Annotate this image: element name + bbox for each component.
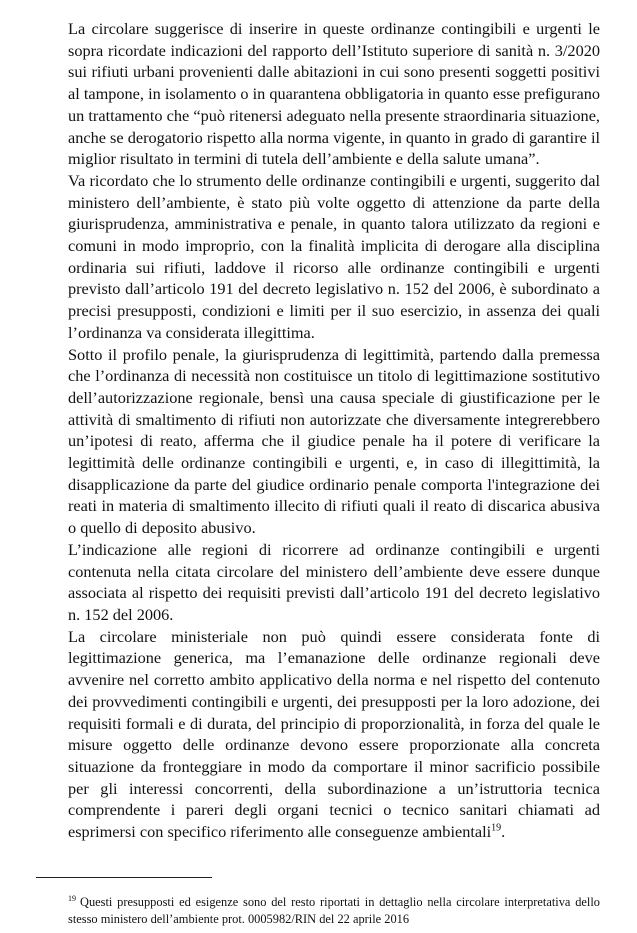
paragraph-profilo-penale: Sotto il profilo penale, la giurisprudenza di legittimità, partendo dalla premessa che l’ordinanza di necessità non costituisce un titolo di legittimazione sostitutivo dell’autorizzazione regionale, bensì una causa speciale di giustificazione per le attività di smaltimento di rifiuti non autorizzate che diversamente integrerebbero un’ipotesi di reato, afferma che il giudice penale ha il potere di verificare la legittimità delle ordinanze contingibili e urgenti, e, in caso di illegittimità, la disapplicazione da parte del giudice ordinario penale comporta l'integrazione dei reati in materia di smaltimento illecito di rifiuti quali il reato di discarica abusiva o quello di deposito abusivo.: [68, 344, 600, 538]
paragraph-circolare: La circolare suggerisce di inserire in queste ordinanze contingibili e urgenti le sopra ricordate indicazioni del rapporto dell’Istituto superiore di sanità n. 3/2020 sui rifiuti urbani provenienti dalle abitazioni in cui sono presenti soggetti positivi al tampone, in isolamento o in quarantena obbligatoria in quanto esse prefigurano un trattamento che “può ritenersi adeguato nella presente straordinaria situazione, anche se derogatorio rispetto alla norma vigente, in quanto in grado di garantire il miglior risultato in termini di tutela dell’ambiente e della salute umana”.: [68, 19, 600, 169]
paragraph-ordinanze: Va ricordato che lo strumento delle ordinanze contingibili e urgenti, suggerito dal ministero dell’ambiente, è stato più volte oggetto di attenzione da parte della giurisprudenza, amministrativa e penale, in quanto talora utilizzato da regioni e comuni in modo improprio, con la finalità implicita di derogare alla disciplina ordinaria sui rifiuti, laddove il ricorso alle ordinanze contingibili e urgenti previsto dall’articolo 191 del decreto legislativo n. 152 del 2006, è subordinato a precisi presupposti, condizioni e limiti per il suo esercizio, in assenza dei quali l’ordinanza va considerata illegittima.: [68, 170, 600, 342]
footnote-separator: [36, 877, 212, 878]
footnote: [68, 894, 600, 928]
paragraph-circolare-ministeriale-text: La circolare ministeriale non può quindi essere considerata fonte di legittimazione generica, ma l’emanazione delle ordinanze regionali deve avvenire nel corretto ambito applicativo della norma e nel rispetto del contenuto dei provvedimenti contingibili e urgenti, dei presupposti per la loro adozione, dei requisiti formali e di durata, del principio di proporzionalità, in forza del quale le misure oggetto delle ordinanze devono essere proporzionate alla concreta situazione da fronteggiare in modo da comportare il minor sacrificio possibile per gli interessi concorrenti, della subordinazione a un’istruttoria tecnica comprendente i pareri degli organi tecnici o tecnico sanitari chiamati ad esprimersi con specifico riferimento alle conseguenze ambientali: [68, 626, 600, 842]
period: .: [501, 822, 506, 842]
paragraph-circolare-ministeriale: [68, 626, 600, 843]
footnote-reference[interactable]: 19: [491, 822, 502, 834]
footnote-number: 19: [68, 893, 76, 903]
footnote-text: Questi presupposti ed esigenze sono del resto riportati in dettaglio nella circolare interpretativa dello stesso ministero dell’ambiente prot. 0005982/RIN del 22 aprile 2016: [68, 895, 600, 926]
paragraph-indicazione-regioni: L’indicazione alle regioni di ricorrere ad ordinanze contingibili e urgenti contenuta nella citata circolare del ministero dell’ambiente deve essere dunque associata al rispetto dei requisiti previsti dall’articolo 191 del decreto legislativo n. 152 del 2006.: [68, 539, 600, 624]
document-body: [68, 18, 600, 843]
